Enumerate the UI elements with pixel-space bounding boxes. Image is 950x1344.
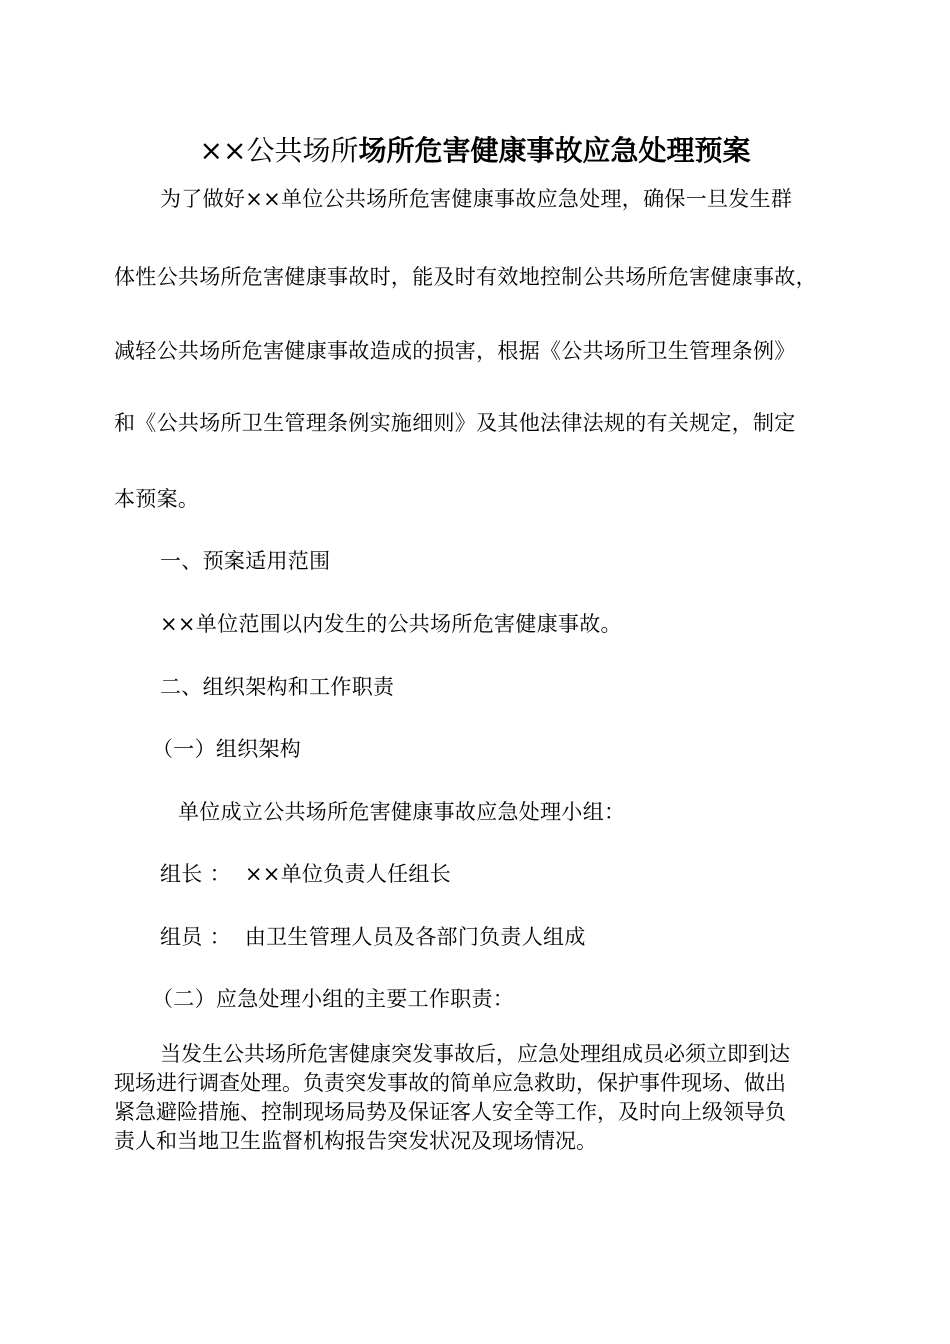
leader-line: 组长 ： ××单位负责人任组长 bbox=[160, 862, 452, 886]
duty-paragraph bbox=[114, 1040, 838, 1156]
title-main: 场所危害健康事故应急处理预案 bbox=[358, 134, 751, 167]
intro-line-4: 和《公共场所卫生管理条例实施细则》及其他法律法规的有关规定，制定 bbox=[114, 411, 796, 435]
intro-line-1: 为了做好××单位公共场所危害健康事故应急处理，确保一旦发生群 bbox=[160, 187, 793, 211]
subsection1-heading: （一）组织架构 bbox=[152, 737, 302, 761]
section1-heading: 一、预案适用范围 bbox=[160, 549, 331, 573]
duty-line-3: 紧急避险措施、控制现场局势及保证客人安全等工作，及时向上级领导负 bbox=[114, 1100, 786, 1124]
duty-line-2: 现场进行调查处理。负责突发事故的简单应急救助，保护事件现场、做出 bbox=[114, 1071, 786, 1095]
intro-line-5: 本预案。 bbox=[114, 487, 200, 511]
member-line: 组员 ： 由卫生管理人员及各部门负责人组成 bbox=[160, 925, 586, 949]
duty-line-1: 当发生公共场所危害健康突发事故后，应急处理组成员必须立即到达 bbox=[160, 1042, 790, 1066]
subsection1-text: 单位成立公共场所危害健康事故应急处理小组： bbox=[178, 800, 626, 824]
intro-line-3: 减轻公共场所危害健康事故造成的损害，根据《公共场所卫生管理条例》 bbox=[114, 339, 796, 363]
subsection2-heading: （二）应急处理小组的主要工作职责： bbox=[152, 987, 515, 1011]
section2-heading: 二、组织架构和工作职责 bbox=[160, 675, 395, 699]
title-prefix: ××公共场所 bbox=[199, 134, 359, 167]
section1-text: ××单位范围以内发生的公共场所危害健康事故。 bbox=[160, 612, 622, 636]
intro-line-2: 体性公共场所危害健康事故时，能及时有效地控制公共场所危害健康事故， bbox=[114, 265, 817, 289]
document-title bbox=[0, 135, 950, 167]
duty-line-4: 责人和当地卫生监督机构报告突发状况及现场情况。 bbox=[114, 1129, 597, 1153]
